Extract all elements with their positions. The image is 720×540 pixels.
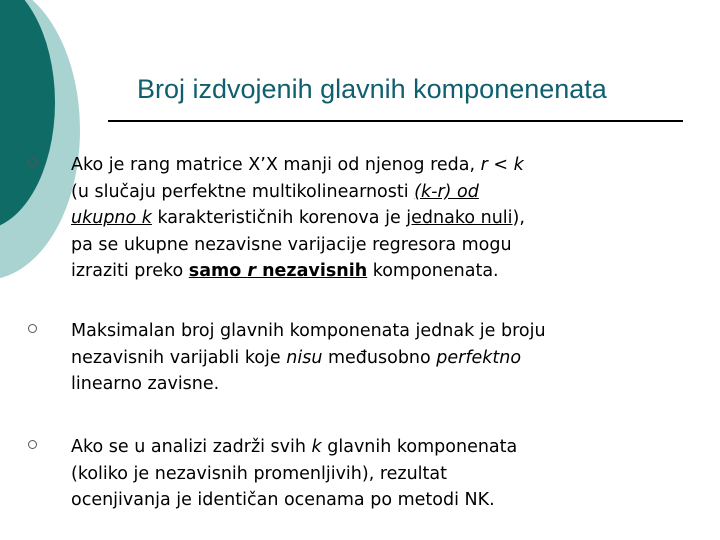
text-run: Ako je rang matrice X’X manji od njenog reda, xyxy=(71,155,481,175)
slide-title: Broj izdvojenih glavnih komponenenata xyxy=(137,74,607,104)
text-run: međusobno xyxy=(322,347,437,368)
emphasis-run: nisu xyxy=(286,347,323,368)
bullet-marker-icon xyxy=(28,324,37,333)
bullet-marker-icon xyxy=(28,158,37,167)
emphasis-run: samo xyxy=(188,261,248,281)
emphasis-run: r xyxy=(480,155,488,175)
emphasis-run: r xyxy=(247,261,256,281)
bullet-line xyxy=(71,179,681,206)
bullet-line xyxy=(71,461,681,488)
bullet-text xyxy=(71,434,681,514)
emphasis-run: ukupno k xyxy=(71,208,152,228)
text-run: Maksimalan broj glavnih komponenata jednak je broju xyxy=(71,321,546,341)
bullet-text xyxy=(71,152,681,285)
bullet-line xyxy=(71,318,681,345)
emphasis-run: k xyxy=(513,155,524,175)
emphasis-run: perfektno xyxy=(436,347,522,368)
text-run: izraziti preko xyxy=(71,261,189,281)
bullet-line xyxy=(71,152,681,179)
bullet-line xyxy=(71,487,681,514)
text-run: nezavisnih varijabli koje xyxy=(71,347,287,368)
bullet-marker-icon xyxy=(28,440,37,449)
emphasis-run: nezavisnih xyxy=(256,261,368,281)
text-run: < xyxy=(487,155,514,175)
bullet-line xyxy=(71,258,681,285)
text-run: pa se ukupne nezavisne varijacije regresora mogu xyxy=(71,234,512,255)
emphasis-run: jednako nuli xyxy=(406,208,513,228)
bullet-line xyxy=(71,371,681,398)
text-run: glavnih komponenata xyxy=(321,437,518,457)
bullet-line xyxy=(71,232,681,259)
text-run: Ako se u analizi zadrži svih xyxy=(71,437,312,457)
bullet-line xyxy=(71,434,681,461)
text-run: karakterističnih korenova je xyxy=(151,208,407,228)
text-run: linearno zavisne. xyxy=(71,374,220,394)
text-run: (koliko je nezavisnih promenljivih), rezultat xyxy=(71,463,447,484)
emphasis-run: k xyxy=(311,437,322,457)
bullet-text xyxy=(71,318,681,398)
title-underline xyxy=(108,120,683,122)
bullet-line xyxy=(71,345,681,372)
text-run: ocenjivanja je identičan ocenama po metodi NK. xyxy=(71,490,495,510)
text-run: komponenata. xyxy=(367,261,499,281)
text-run: ), xyxy=(512,208,525,228)
decorative-circles xyxy=(0,0,80,290)
text-run: (u slučaju perfektne multikolinearnosti xyxy=(71,181,415,202)
bullet-line xyxy=(71,205,681,232)
emphasis-run: (k-r) od xyxy=(414,181,479,202)
